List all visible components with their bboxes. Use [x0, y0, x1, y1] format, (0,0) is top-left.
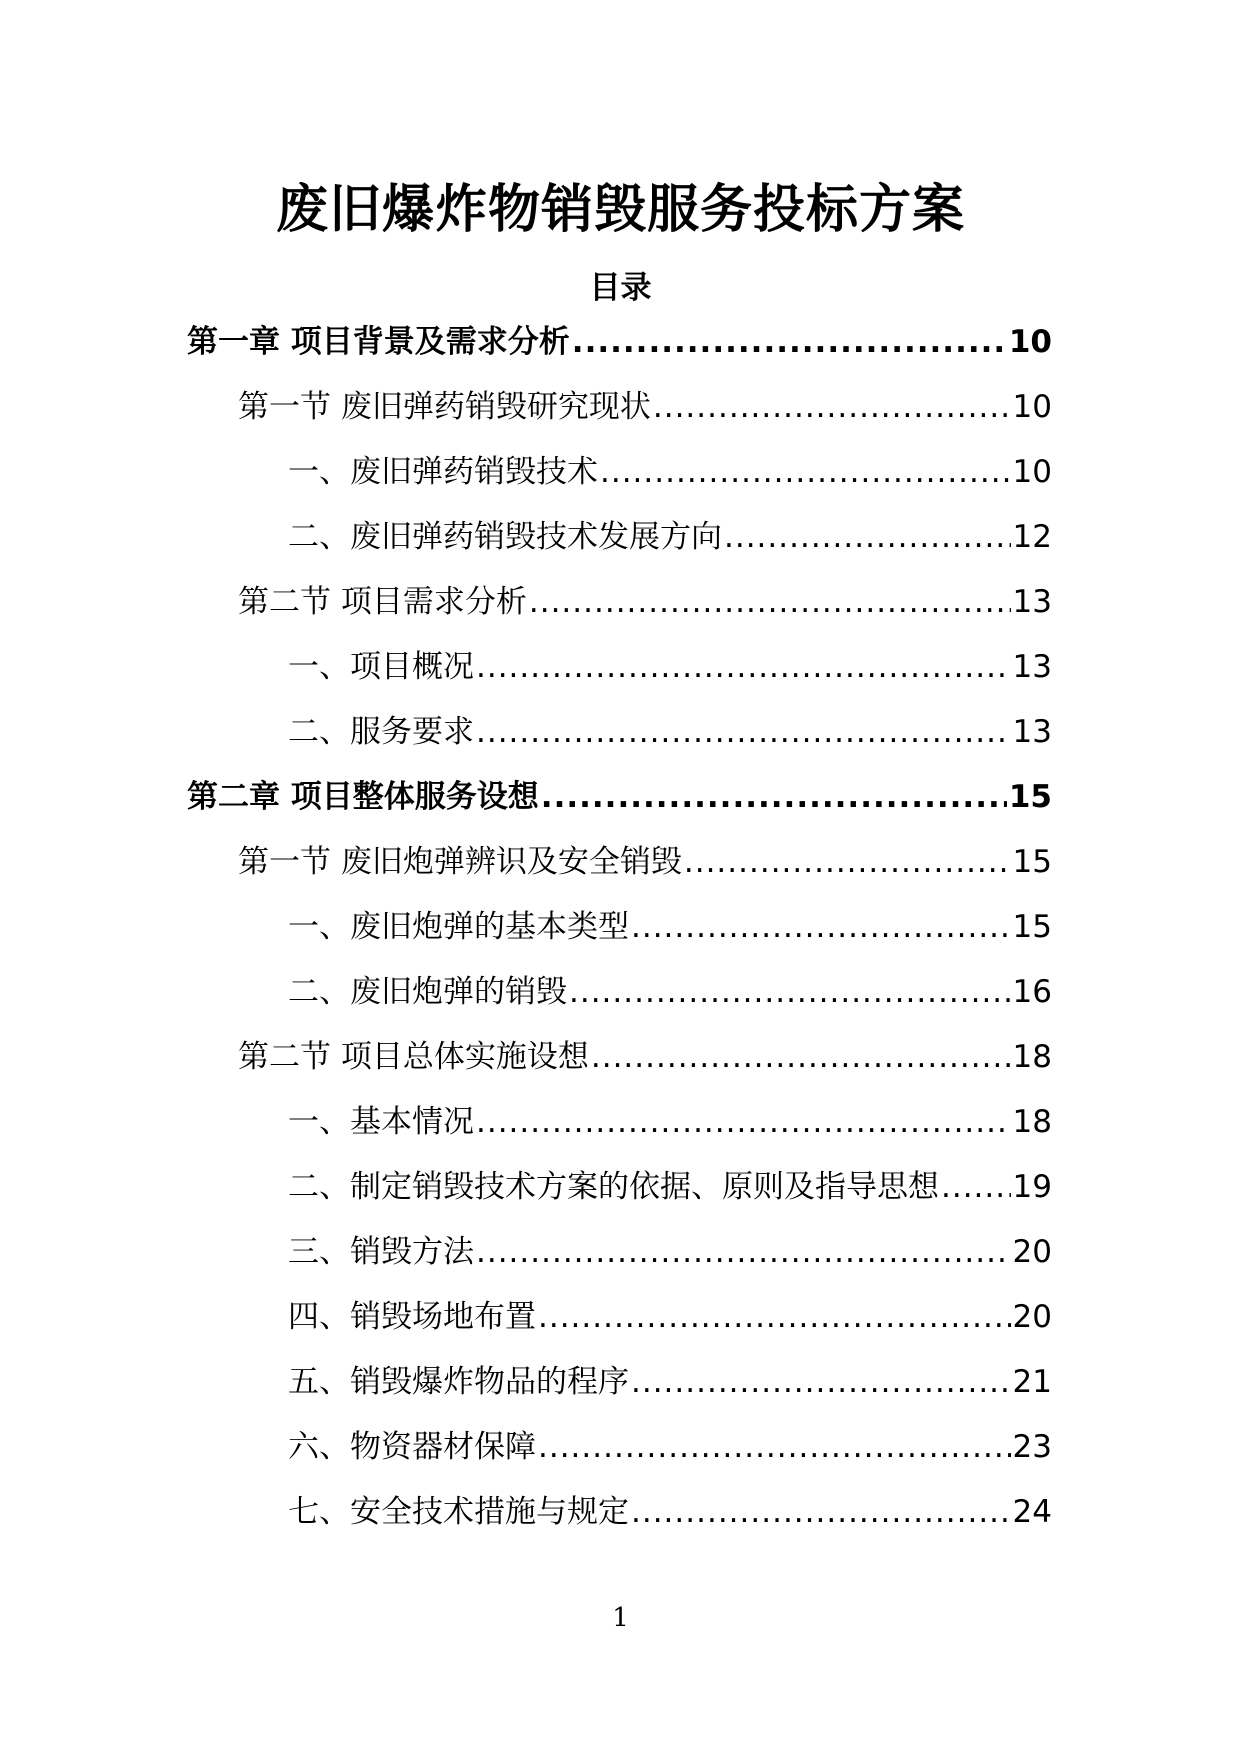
toc-entry-item[interactable] — [288, 1291, 1052, 1339]
toc-entry-item[interactable] — [288, 1161, 1052, 1209]
toc-entry-item[interactable] — [288, 1486, 1052, 1534]
toc-dot-leader — [569, 970, 1011, 1014]
toc-entry-text: 第二章 项目整体服务设想 — [187, 779, 539, 815]
toc-dot-leader — [572, 320, 1007, 364]
toc-page-number: 19 — [1012, 1169, 1052, 1205]
toc-dot-leader — [631, 1490, 1011, 1534]
toc-entry-item[interactable] — [288, 1226, 1052, 1274]
toc-page-number: 21 — [1012, 1364, 1052, 1400]
toc-entry-item[interactable] — [288, 706, 1052, 754]
toc-entry-item[interactable] — [288, 641, 1052, 689]
toc-entry-text: 一、废旧弹药销毁技术 — [288, 454, 598, 490]
toc-page-number: 10 — [1012, 389, 1052, 425]
toc-page-number: 15 — [1012, 909, 1052, 945]
toc-dot-leader — [538, 1295, 1011, 1339]
toc-dot-leader — [631, 1360, 1011, 1404]
toc-page-number: 13 — [1012, 649, 1052, 685]
toc-dot-leader — [591, 1035, 1011, 1079]
toc-page-number: 24 — [1012, 1494, 1052, 1530]
toc-entry-text: 六、物资器材保障 — [288, 1429, 536, 1465]
toc-entry-text: 第二节 项目总体实施设想 — [238, 1039, 589, 1075]
toc-entry-text: 第一节 废旧弹药销毁研究现状 — [238, 389, 651, 425]
toc-dot-leader — [538, 1425, 1011, 1469]
toc-entry-section[interactable] — [238, 1031, 1052, 1079]
toc-entry-text: 第一节 废旧炮弹辨识及安全销毁 — [238, 844, 682, 880]
toc-entry-item[interactable] — [288, 901, 1052, 949]
toc-entry-text: 一、废旧炮弹的基本类型 — [288, 909, 629, 945]
toc-page-number: 15 — [1008, 779, 1052, 815]
toc-dot-leader — [941, 1165, 1011, 1209]
toc-page-number: 20 — [1012, 1299, 1052, 1335]
toc-page-number: 10 — [1012, 454, 1052, 490]
toc-page-number: 13 — [1012, 584, 1052, 620]
toc-page-number: 12 — [1012, 519, 1052, 555]
toc-page-number: 23 — [1012, 1429, 1052, 1465]
toc-page-number: 18 — [1012, 1104, 1052, 1140]
toc-dot-leader — [476, 645, 1011, 689]
toc-entry-text: 第一章 项目背景及需求分析 — [187, 324, 570, 360]
toc-entry-text: 二、制定销毁技术方案的依据、原则及指导思想 — [288, 1169, 939, 1205]
toc-entry-section[interactable] — [238, 836, 1052, 884]
toc-entry-text: 一、项目概况 — [288, 649, 474, 685]
toc-dot-leader — [631, 905, 1011, 949]
toc-entry-item[interactable] — [288, 966, 1052, 1014]
toc-entry-item[interactable] — [288, 511, 1052, 559]
toc-dot-leader — [724, 515, 1011, 559]
document-title: 废旧爆炸物销毁服务投标方案 — [275, 180, 965, 240]
toc-dot-leader — [476, 1230, 1011, 1274]
toc-entry-item[interactable] — [288, 1421, 1052, 1469]
toc-dot-leader — [476, 1100, 1011, 1144]
toc-page-number: 13 — [1012, 714, 1052, 750]
toc-entry-text: 第二节 项目需求分析 — [238, 584, 527, 620]
toc-entry-text: 二、废旧弹药销毁技术发展方向 — [288, 519, 722, 555]
toc-page-number: 15 — [1012, 844, 1052, 880]
toc-entry-chapter-2[interactable] — [187, 771, 1052, 819]
toc-entry-text: 七、安全技术措施与规定 — [288, 1494, 629, 1530]
toc-dot-leader — [541, 775, 1007, 819]
toc-page-number: 20 — [1012, 1234, 1052, 1270]
toc-entry-section[interactable] — [238, 576, 1052, 624]
toc-entry-text: 二、废旧炮弹的销毁 — [288, 974, 567, 1010]
toc-entry-text: 三、销毁方法 — [288, 1234, 474, 1270]
toc-entry-item[interactable] — [288, 446, 1052, 494]
toc-entry-section[interactable] — [238, 381, 1052, 429]
toc-page-number: 16 — [1012, 974, 1052, 1010]
toc-entry-item[interactable] — [288, 1356, 1052, 1404]
toc-dot-leader — [476, 710, 1011, 754]
toc-dot-leader — [600, 450, 1011, 494]
toc-dot-leader — [684, 840, 1011, 884]
toc-dot-leader — [529, 580, 1011, 624]
page-number: 1 — [612, 1603, 629, 1633]
toc-dot-leader — [653, 385, 1011, 429]
toc-entry-item[interactable] — [288, 1096, 1052, 1144]
toc-entry-text: 一、基本情况 — [288, 1104, 474, 1140]
toc-entry-text: 四、销毁场地布置 — [288, 1299, 536, 1335]
toc-entry-text: 五、销毁爆炸物品的程序 — [288, 1364, 629, 1400]
toc-heading: 目录 — [589, 270, 652, 306]
toc-page-number: 18 — [1012, 1039, 1052, 1075]
toc-entry-text: 二、服务要求 — [288, 714, 474, 750]
toc-page-number: 10 — [1008, 324, 1052, 360]
toc-entry-chapter-1[interactable] — [187, 316, 1052, 364]
